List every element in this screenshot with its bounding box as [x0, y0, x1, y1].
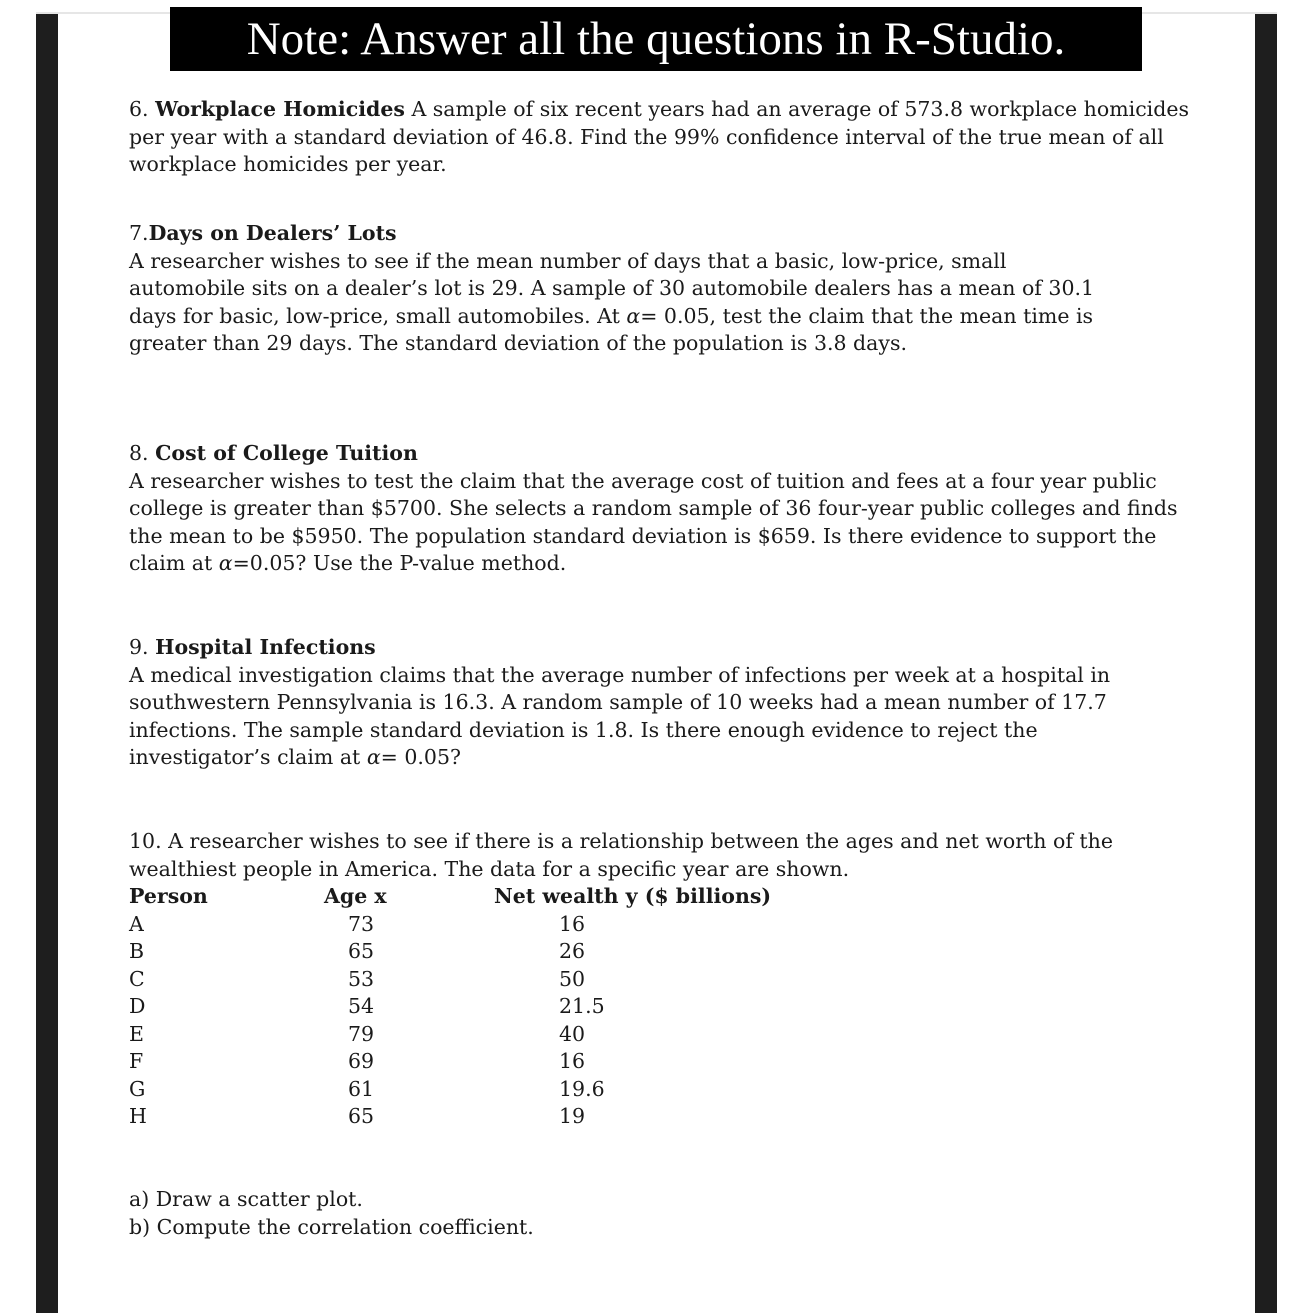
- table-row: [129, 938, 929, 966]
- cell-wealth: 16: [559, 1049, 586, 1073]
- cell-person: E: [129, 1021, 144, 1046]
- cell-age: 65: [348, 939, 375, 963]
- question-6-text: A sample of six recent years had an average of 573.8 workplace homicides per year with a standard deviation of 46.8. Find the 99% confidence interval of the true mean of all workplace homicides per year.: [129, 97, 1190, 176]
- cell-age: 54: [348, 994, 375, 1018]
- cell-person: C: [129, 966, 145, 991]
- cell-wealth: 19: [559, 1104, 586, 1128]
- question-8: [129, 440, 1209, 578]
- question-6-number: 6.: [129, 97, 149, 121]
- question-8-title: Cost of College Tuition: [155, 441, 418, 465]
- question-8-text-b: =0.05? Use the P-value method.: [232, 551, 567, 575]
- cell-person: F: [129, 1049, 144, 1073]
- header-wealth: Net wealth y ($ billions): [494, 884, 772, 908]
- table-row: [129, 966, 929, 994]
- part-a: a) Draw a scatter plot.: [129, 1187, 363, 1211]
- cell-age: 61: [348, 1076, 375, 1101]
- question-7-text-b: = 0.05, test the claim that the mean time is greater than 29 days. The standard deviation of the population is 3.8 days.: [129, 303, 1094, 355]
- header-person: Person: [129, 884, 208, 908]
- question-9-text-b: = 0.05?: [380, 745, 462, 769]
- table-header-row: [129, 883, 929, 911]
- table-row: [129, 1021, 929, 1049]
- question-10-parts: [129, 1186, 1129, 1241]
- cell-person: B: [129, 939, 145, 963]
- cell-wealth: 26: [559, 939, 586, 963]
- question-7-title: Days on Dealers’ Lots: [148, 221, 397, 245]
- cell-wealth: 16: [559, 911, 586, 936]
- cell-age: 53: [348, 966, 375, 991]
- table-row: [129, 993, 929, 1021]
- cell-age: 65: [348, 1104, 375, 1128]
- cell-age: 73: [348, 911, 375, 936]
- alpha-symbol: α: [366, 745, 381, 769]
- cell-age: 79: [348, 1021, 375, 1046]
- alpha-symbol: α: [626, 303, 641, 328]
- alpha-symbol: α: [218, 551, 233, 575]
- question-9-title: Hospital Infections: [155, 635, 376, 659]
- question-9-number: 9.: [129, 635, 149, 659]
- cell-person: G: [129, 1076, 146, 1101]
- question-8-number: 8.: [129, 441, 149, 465]
- header-age: Age x: [324, 884, 387, 908]
- question-10: [129, 828, 1209, 883]
- question-8-text-a: A researcher wishes to test the claim that the average cost of tuition and fees at a four year public college is greater than $5700. She selects a random sample of 36 four-year public colleges and finds the mean to be $5950. The population standard deviation is $659. Is there evidence to support the claim at: [129, 468, 1178, 575]
- cell-wealth: 19.6: [559, 1076, 605, 1101]
- cell-wealth: 40: [559, 1021, 586, 1046]
- question-7-number: 7.: [129, 221, 149, 245]
- left-border-bar: [36, 14, 58, 1313]
- right-border-bar: [1255, 14, 1277, 1313]
- cell-wealth: 50: [559, 966, 586, 991]
- question-10-intro: 10. A researcher wishes to see if there is a relationship between the ages and net worth of the wealthiest people in America. The data for a specific year are shown.: [129, 829, 1113, 881]
- cell-person: H: [129, 1104, 147, 1128]
- cell-person: D: [129, 994, 146, 1018]
- question-7: [129, 220, 1209, 358]
- note-banner: Note: Answer all the questions in R-Studio.: [170, 7, 1142, 71]
- question-6-title: Workplace Homicides: [155, 97, 405, 121]
- question-7-text-a: A researcher wishes to see if the mean number of days that a basic, low-price, small automobile sits on a dealer’s lot is 29. A sample of 30 automobile dealers has a mean of 30.1 days for basic, low-price, small automobiles. At: [129, 248, 1095, 328]
- question-6: [129, 96, 1209, 179]
- question-9-text-a: A medical investigation claims that the average number of infections per week at a hospital in southwestern Pennsylvania is 16.3. A random sample of 10 weeks had a mean number of 17.7 infections. The sample standard deviation is 1.8. Is there enough evidence to reject the investigator’s claim at: [129, 662, 1111, 769]
- table-row: [129, 1076, 929, 1104]
- part-b: b) Compute the correlation coefficient.: [129, 1214, 534, 1239]
- cell-age: 69: [348, 1049, 375, 1073]
- table-row: [129, 1103, 929, 1131]
- table-row: [129, 1048, 929, 1076]
- cell-wealth: 21.5: [559, 994, 605, 1018]
- data-table: [129, 883, 929, 1131]
- table-row: [129, 911, 929, 939]
- cell-person: A: [129, 911, 144, 936]
- question-9: [129, 634, 1209, 772]
